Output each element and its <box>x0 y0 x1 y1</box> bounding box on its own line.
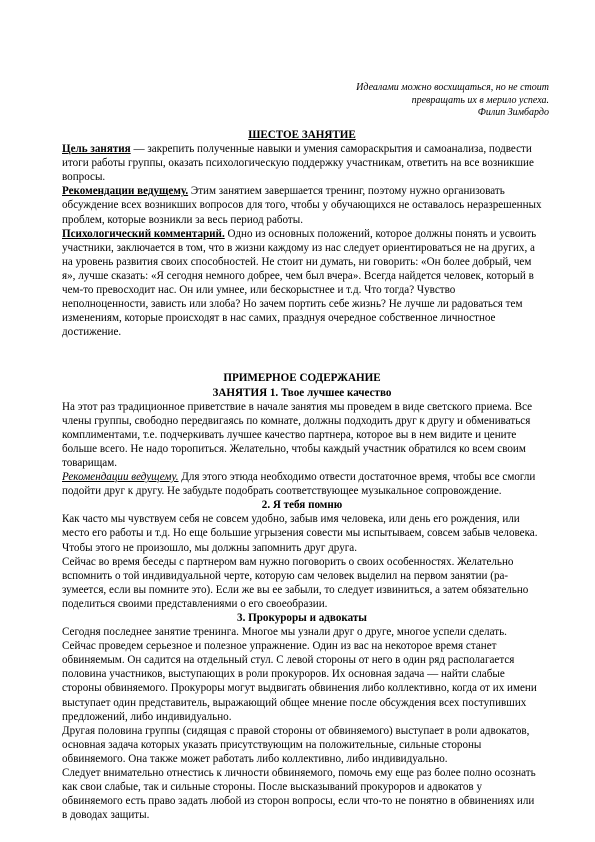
recommendations-paragraph <box>62 184 542 226</box>
epigraph-line-2: превращать их в мерило успеха. <box>411 94 549 106</box>
goal-paragraph <box>62 142 542 184</box>
goal-label: Цель занятия <box>62 143 131 156</box>
exercise-1-prefix: ЗАНЯТИЯ 1. <box>212 386 281 399</box>
exercise-1-text: На этот раз традиционное приветствие в начале занятия мы проведем в виде светского приема. Все члены группы, свободно передвигаясь по комнате, должны подходить друг к другу и обмениваться комплиментами, т.е. подчеркивать лучшее качество партнера, которое вы в нем видите и цените больше всего. Не надо торопиться. Желательно, чтобы каждый участник обратился ко всем своим товарищам. <box>62 400 533 469</box>
psych-comment-paragraph <box>62 227 542 340</box>
exercise-3-paragraph-2: Другая половина группы (сидящая с правой стороны от обвиняемого) выступает в роли адвокатов, основная задача которых указать присутствующим на положительные, сильные стороны обвиняемого. Она также может работать либо коллективно, либо индивидуально. <box>62 724 530 765</box>
content-title: ПРИМЕРНОЕ СОДЕРЖАНИЕ <box>223 372 381 385</box>
exercise-1-recommendations <box>62 470 542 498</box>
exercise-3-title: 3. Прокуроры и адвокаты <box>237 612 367 624</box>
goal-text: — закрепить полученные навыки и умения самораскрытия и самоанализа, подвести итоги работы группы, оказать психологическую поддержку участникам, ответить на все возникшие вопросы. <box>62 143 534 184</box>
exercise-2-title: 2. Я тебя помню <box>261 499 343 512</box>
document-body <box>62 128 542 822</box>
session-title: ШЕСТОЕ ЗАНЯТИЕ <box>248 129 356 141</box>
exercise-3-paragraph-3: Следует внимательно отнестись к личности обвиняемого, помочь ему еще раз более полно осознать как свои слабые, так и сильные стороны. После высказываний прокуроров и адвокатов у обвиняемого есть право задать любой из сторон вопросы, если что-то не понятно в обвинениях или в доводах защиты. <box>62 767 536 822</box>
psych-comment-text: Одно из основных положений, которое должны понять и усвоить участники, заключается в том, что в жизни каждому из нас следует ориентироваться не на других, а на уровень развития своих способностей. Не стоит ни думать, ни говорить: «Он более добрый, чем я», лучше сказать: «Я сегодня немного добрее, чем был вчера». Всегда найдется человек, который в чем-то превосходит нас. Он или умнее, или бескорыстнее и т.д. Что тогда? Чувство неполноценности, зависть или злоба? Но зачем портить себе жизнь? Не лучше ли радоваться тем изменениям, которые происходят в нас самих, празднуя очередное собственное личностное достижение. <box>62 227 537 339</box>
spacer <box>62 339 542 357</box>
recommendations-label: Рекомендации ведущему. <box>62 185 189 198</box>
exercise-2-paragraph-1: Как часто мы чувствуем себя не совсем удобно, забыв имя человека, или день его рождения, или место его работы и т.д. Но еще большие угрызения совести мы испытываем, совсем забыв человека. Чтобы этого не произошло, мы должны запомнить друг друга. <box>62 513 538 554</box>
exercise-1-rec-text: Для этого этюда необходимо отвести достаточное время, чтобы все смогли подойти друг к другу. Не забудьте подобрать соответствующее музыкальное сопровождение. <box>62 471 536 498</box>
epigraph-author: Филип Зимбардо <box>477 107 549 118</box>
exercise-1-rec-label: Рекомендации ведущему. <box>62 471 179 484</box>
spacer <box>62 357 542 371</box>
epigraph <box>249 82 549 120</box>
psych-comment-label: Психологический комментарий. <box>62 227 225 240</box>
exercise-1-title: Твое лучшее качество <box>280 386 392 399</box>
recommendations-text: Этим занятием завершается тренинг, поэтому нужно организовать обсуждение всех возникших вопросов для того, чтобы у обучающихся не оставалось неразрешенных проблем, которые возникли за весь период работы. <box>62 185 542 226</box>
exercise-3-paragraph-1: Сегодня последнее занятие тренинга. Многое мы узнали друг о друге, многое успели сделать. Сейчас проведем серьезное и полезное упражнение. Один из вас на некоторое время станет обвиняемым. Он садится на отдельный стул. С левой стороны от него в один ряд располагается половина участников, выступающих в роли прокуроров. Их основная задача — найти слабые стороны обвиняемого. Прокуроры могут выдвигать обвинения либо коллективно, когда от их имени выступает один представитель, выражающий общее мнение после обсуждения всех поступивших предложений, либо индивидуально. <box>62 626 537 723</box>
epigraph-line-1: Идеалами можно восхищаться, но не стоит <box>356 82 549 93</box>
exercise-2-paragraph-2: Сейчас во время беседы с партнером вам нужно поговорить о своих особенностях. Желательно вспомнить о той индивидуальной черте, которую сам человек выделил на первом занятии (разумеется, если вы помните это). Если же вы ее забыли, то следует извиниться, а затем обязательно поделиться своими представлениями о его своеобразии. <box>62 555 529 610</box>
exercise-1-heading <box>62 386 542 400</box>
